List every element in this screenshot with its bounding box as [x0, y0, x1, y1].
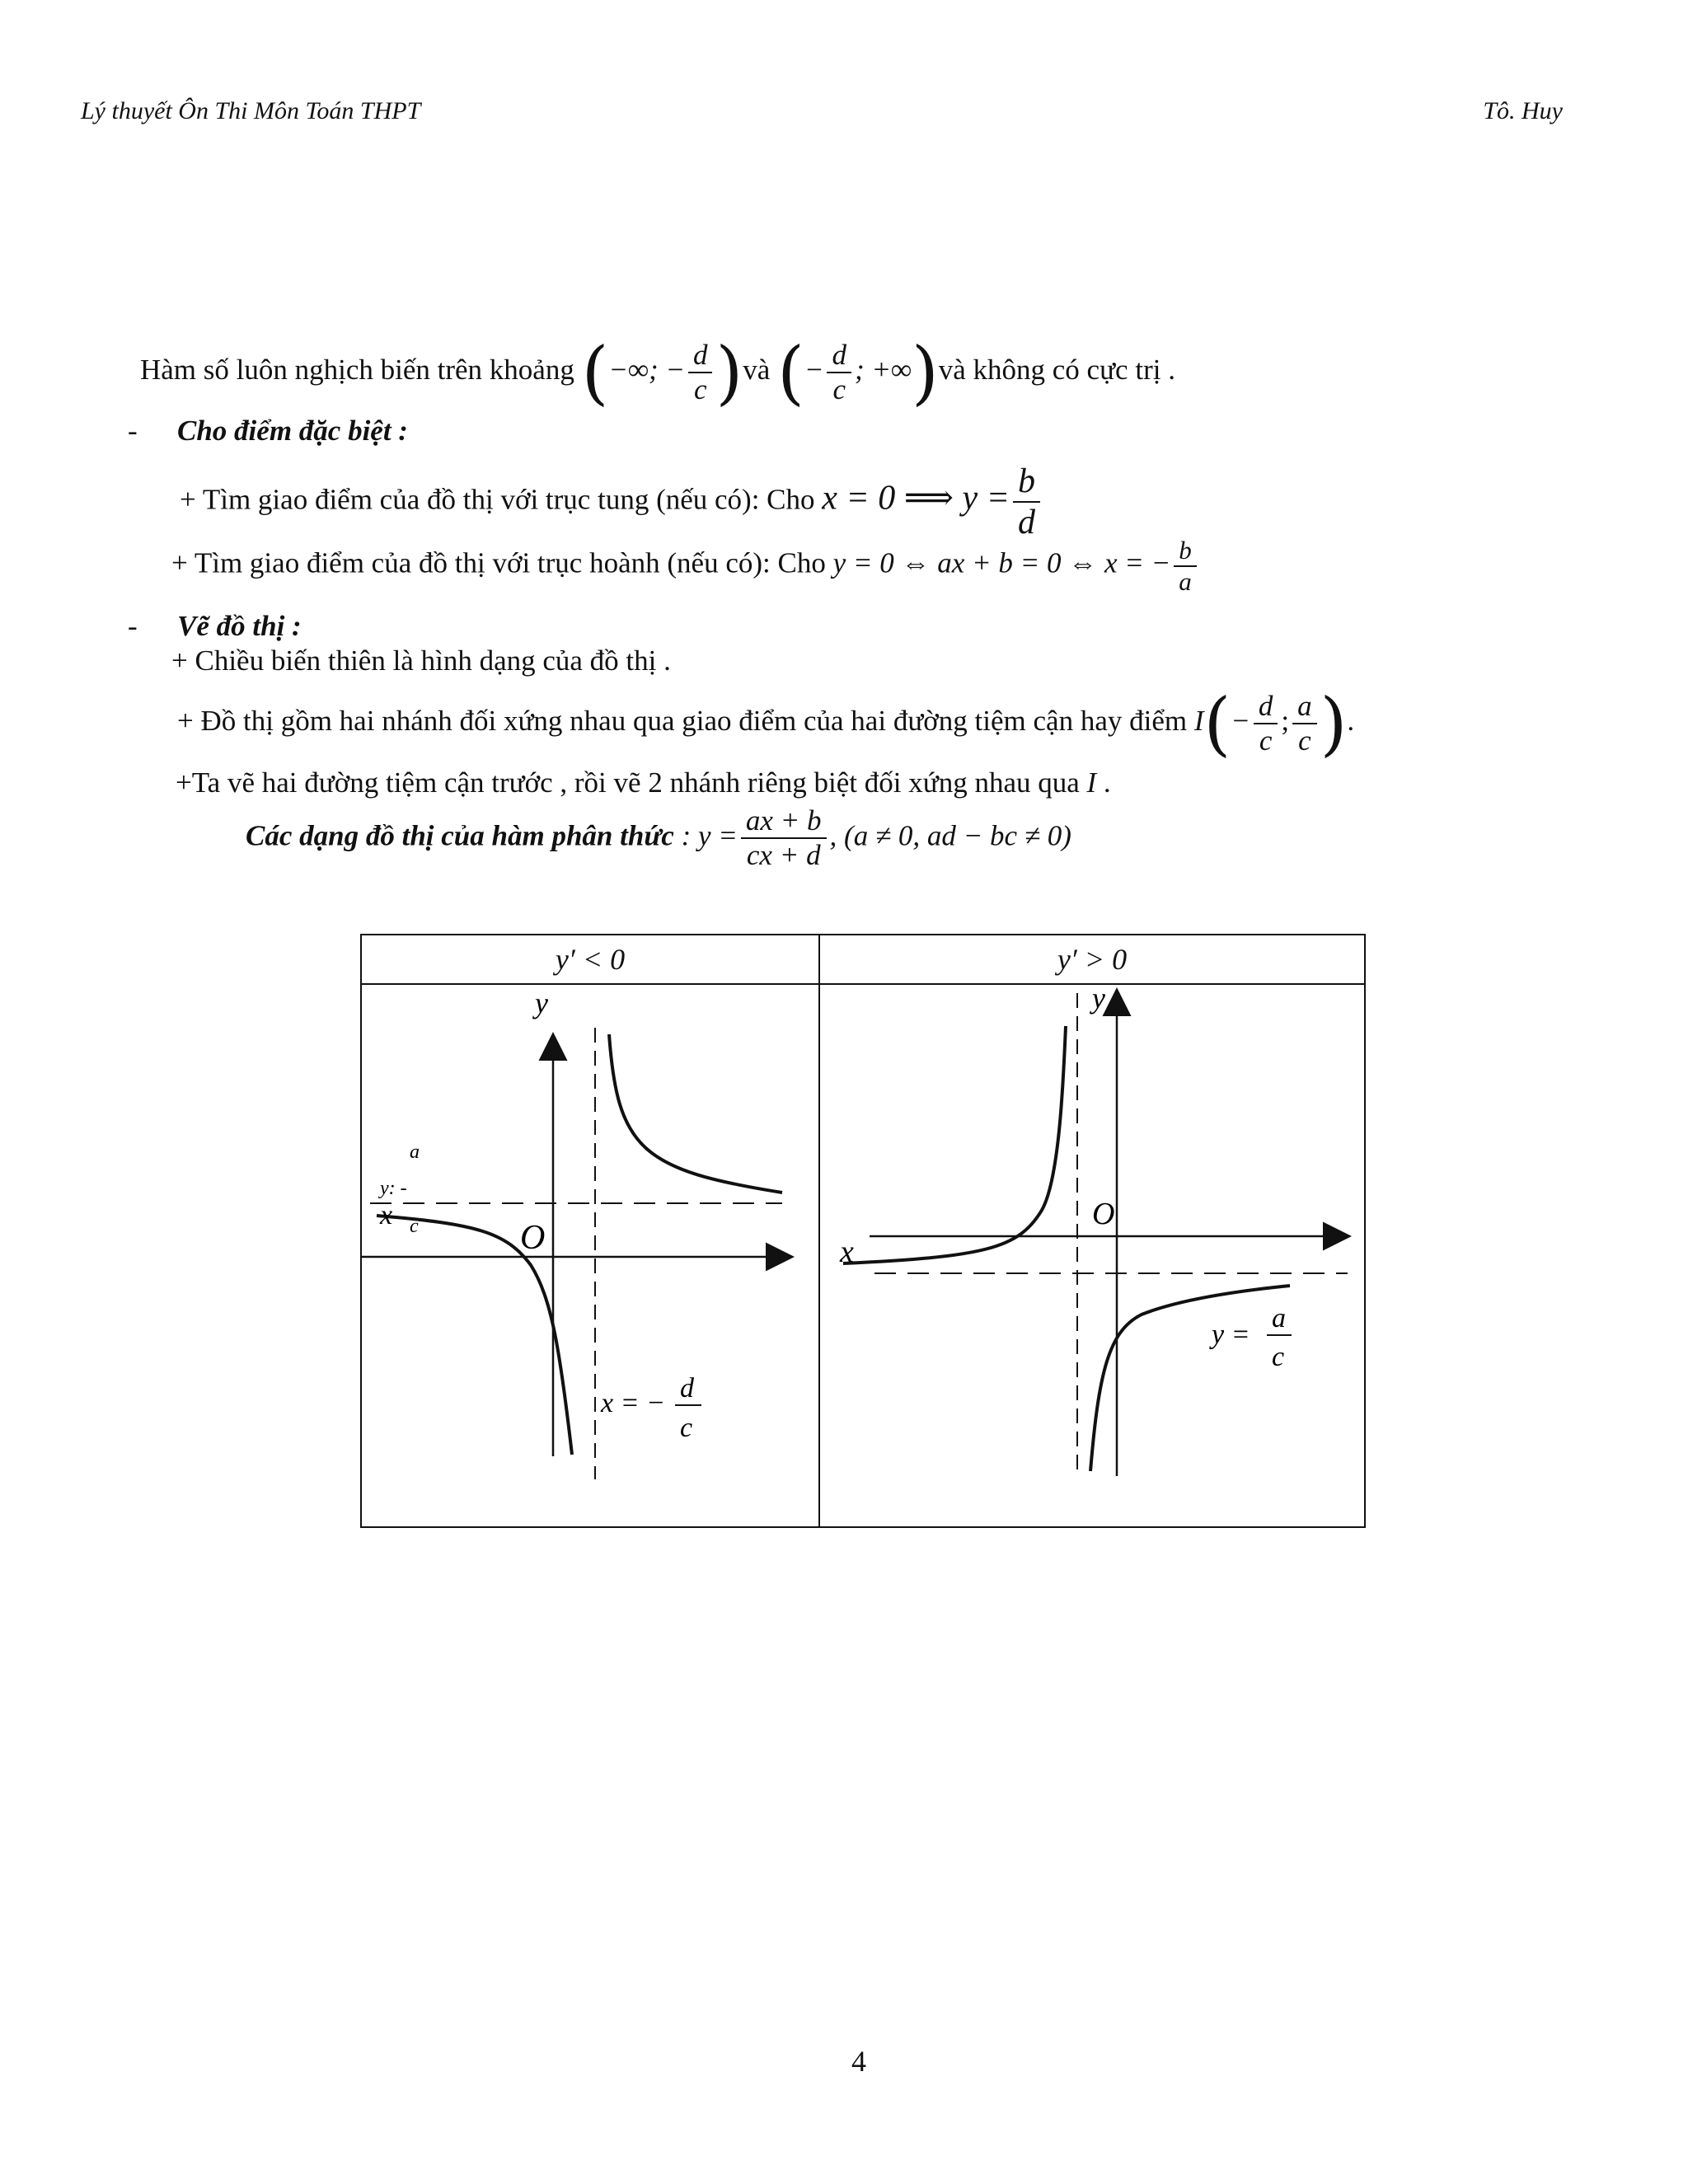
draw-item3-point: I: [1086, 766, 1097, 799]
right-branch: [1090, 1286, 1290, 1471]
draw-item2: [177, 683, 1355, 764]
graph-increasing: [820, 985, 1364, 1522]
x-axis-label: x: [840, 1235, 854, 1269]
graph-table-header: [361, 935, 1365, 984]
paren-open-3: (: [1203, 683, 1231, 764]
origin-label: O: [520, 1219, 546, 1257]
monotonic-after: và không có cực trị .: [938, 354, 1175, 387]
special-item1-math: x = 0 ⟹ y =: [822, 479, 1010, 518]
bullet-special: -: [128, 415, 138, 447]
draw-item2-frac2: [1292, 690, 1317, 758]
draw-title: Vẽ đồ thị :: [177, 610, 302, 642]
asym-h-num: a: [410, 1141, 420, 1163]
asym-h-num: a: [1272, 1303, 1286, 1333]
monotonic-line: [140, 332, 1175, 413]
connector: và: [743, 354, 771, 387]
frac-num: d: [1254, 690, 1278, 724]
frac-den: c: [1259, 724, 1273, 757]
asym-v-den: c: [680, 1413, 693, 1443]
graph-increasing-cell: [819, 984, 1365, 1527]
special-item2-math: y = 0 ⇔ ax + b = 0 ⇔ x = −: [832, 546, 1171, 579]
frac-den: a: [1179, 566, 1192, 596]
draw-item2-sep: ;: [1281, 705, 1290, 738]
draw-item3-end: .: [1103, 766, 1111, 799]
forms-colon: : y =: [673, 819, 738, 852]
draw-item2-minus: −: [1231, 705, 1250, 738]
graph-decreasing-cell: [361, 984, 819, 1527]
paren-open-1: (: [581, 332, 609, 413]
interval2-frac: [827, 339, 851, 407]
special-item2-text: + Tìm giao điểm của đồ thị với trục hoành (nếu có): Cho: [171, 546, 826, 579]
draw-item2-text: + Đồ thị gồm hai nhánh đối xứng nhau qua giao điểm của hai đường tiệm cận hay điểm: [177, 705, 1188, 738]
interval2-left: −: [804, 354, 824, 387]
frac-num: b: [1013, 462, 1040, 503]
forms-cond: , (a ≠ 0, ad − bc ≠ 0): [829, 819, 1071, 852]
frac-den: d: [1017, 504, 1035, 542]
interval1-left: −∞; −: [608, 354, 685, 387]
special-item2-frac: [1174, 536, 1197, 596]
special-item2: [171, 536, 1200, 596]
draw-item2-end: .: [1347, 705, 1355, 738]
forms-title: Các dạng đồ thị của hàm phân thức: [246, 819, 674, 852]
asym-v-num: d: [680, 1373, 694, 1404]
draw-item3: [176, 766, 1111, 799]
header-right: Tô. Huy: [1483, 97, 1563, 124]
asym-h-label: y: -: [380, 1178, 407, 1199]
graph-decreasing: [362, 985, 818, 1522]
x-axis-label: x: [380, 1200, 393, 1230]
asym-h-label: y =: [1212, 1319, 1250, 1350]
origin-label: O: [1092, 1197, 1115, 1231]
frac-num: d: [688, 339, 713, 373]
frac-den: c: [1298, 724, 1311, 757]
paren-close-2: ): [911, 332, 939, 413]
special-item1-text: + Tìm giao điểm của đồ thị với trục tung (nếu có): Cho: [180, 483, 815, 516]
header-left: Lý thuyết Ôn Thi Môn Toán THPT: [81, 97, 421, 124]
bullet-draw: -: [128, 610, 138, 642]
col1-header: y′ < 0: [361, 935, 819, 984]
interval1-frac: [688, 339, 713, 407]
frac-den: cx + d: [746, 839, 821, 872]
frac-num: a: [1292, 690, 1317, 724]
asym-h-den: c: [1272, 1342, 1285, 1372]
paren-close-3: ): [1320, 683, 1348, 764]
monotonic-text: Hàm số luôn nghịch biến trên khoảng: [140, 354, 574, 387]
frac-num: b: [1174, 536, 1197, 567]
asym-v-label: x = −: [601, 1388, 665, 1418]
page-number: 4: [851, 2045, 866, 2078]
right-branch: [609, 1034, 782, 1193]
y-axis-label: y: [1092, 985, 1105, 1015]
draw-item2-point: I: [1193, 705, 1204, 738]
paren-close-1: ): [715, 332, 743, 413]
draw-item1: + Chiều biến thiên là hình dạng của đồ thị .: [171, 644, 671, 677]
draw-item3-text: +Ta vẽ hai đường tiệm cận trước , rồi vẽ 2 nhánh riêng biệt đối xứng nhau qua: [176, 766, 1080, 799]
special-title: Cho điểm đặc biệt :: [177, 415, 408, 447]
forms-frac: [741, 804, 827, 873]
frac-den: c: [832, 373, 846, 405]
frac-den: c: [693, 373, 707, 405]
frac-num: d: [827, 339, 851, 373]
draw-item2-frac1: [1254, 690, 1278, 758]
special-item1-frac: [1013, 462, 1040, 543]
special-item1: [180, 462, 1043, 543]
frac-num: ax + b: [741, 804, 827, 839]
graph-table: [360, 934, 1366, 1528]
paren-open-2: (: [777, 332, 804, 413]
col2-header: y′ > 0: [819, 935, 1365, 984]
interval2-right: ; +∞: [854, 354, 912, 387]
y-axis-label: y: [535, 987, 548, 1019]
left-branch: [843, 1026, 1066, 1263]
asym-h-den: c: [410, 1216, 419, 1237]
forms-line: [246, 804, 1071, 873]
